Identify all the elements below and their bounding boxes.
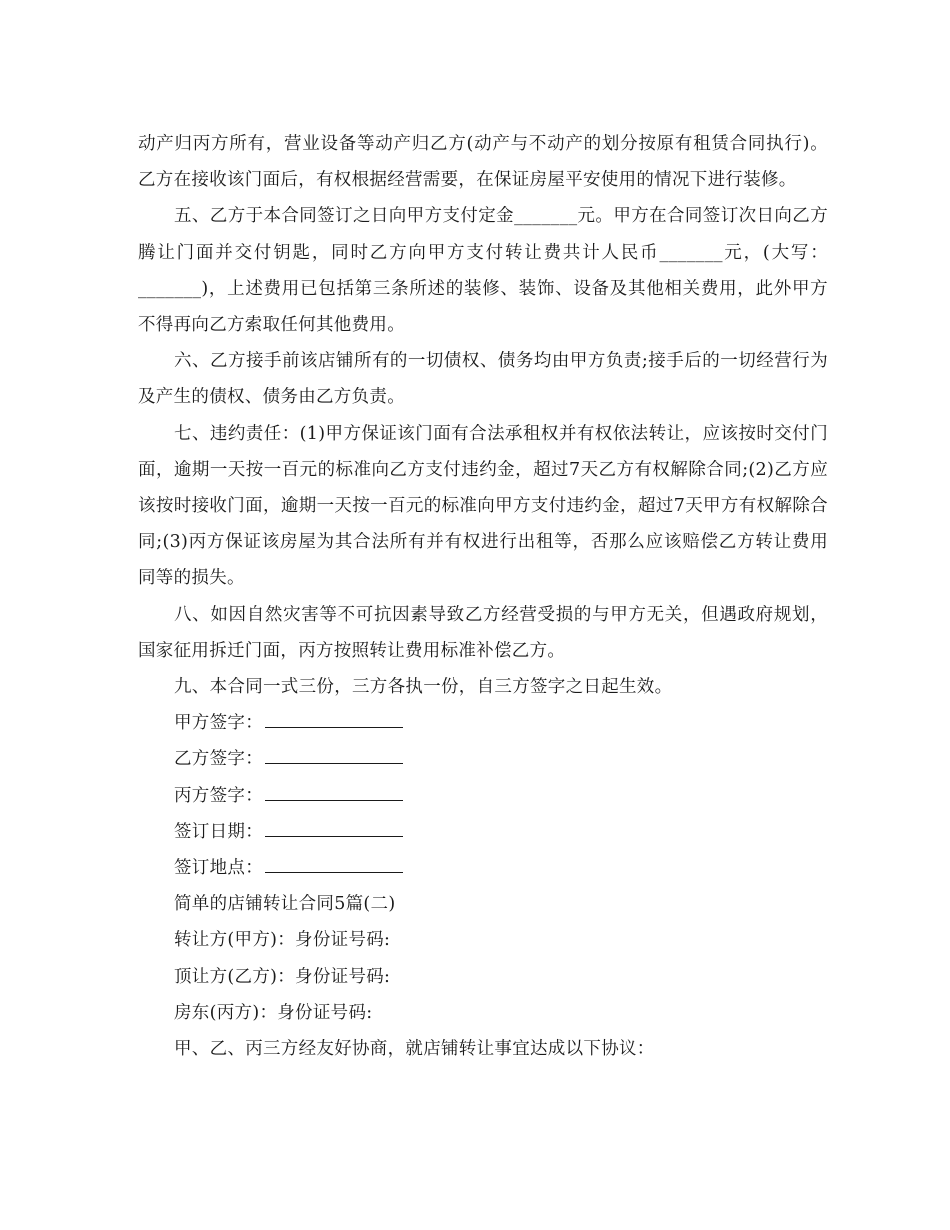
signature-blank: [265, 850, 403, 873]
signature-blank: [265, 741, 403, 764]
signature-label: 签订日期：: [174, 821, 263, 842]
paragraph-clause-7: 七、违约责任：(1)甲方保证该门面有合法承租权并有权依法转让，应该按时交付门面，逾期一天按一百元的标准向乙方支付违约金，超过7天乙方有权解除合同;(2)乙方应该按时接收门面，逾期一天按一百元的标准向甲方支付违约金，超过7天甲方有权解除合同;(3)丙方保证该房屋为其合法所有并有权进行出租等，否那么应该赔偿乙方转让费用同等的损失。: [138, 423, 828, 589]
party-transferee-line: 顶让方(乙方)：身份证号码:: [174, 966, 391, 987]
signature-line-place: [138, 850, 828, 886]
paragraph-movable-property: 动产归丙方所有，营业设备等动产归乙方(动产与不动产的划分按原有租赁合同执行)。乙方在接收该门面后，有权根据经营需要，在保证房屋平安使用的情况下进行装修。: [138, 134, 828, 191]
signature-blank: [265, 705, 403, 728]
signature-blank: [265, 814, 403, 837]
party-transferor-line: 转让方(甲方)：身份证号码:: [174, 930, 391, 951]
signature-label: 签订地点：: [174, 858, 263, 879]
signature-label: 丙方签字：: [174, 785, 263, 806]
section-title-second-contract: 简单的店铺转让合同5篇(二): [174, 894, 396, 915]
paragraph-clause-9: 九、本合同一式三份，三方各执一份，自三方签字之日起生效。: [174, 677, 673, 698]
paragraph-clause-5: 五、乙方于本合同签订之日向甲方支付定金_______元。甲方在合同签订次日向乙方腾让门面并交付钥匙，同时乙方向甲方支付转让费共计人民币_______元，(大写：_______)，上述费用已包括第三条所述的装修、装饰、设备及其他相关费用，此外甲方不得再向乙方索取任何其他费用。: [138, 206, 828, 336]
signature-blank: [265, 778, 403, 801]
agreement-intro-line: 甲、乙、丙三方经友好协商，就店铺转让事宜达成以下协议：: [174, 1039, 655, 1060]
document-body: [138, 126, 828, 1067]
signature-line-party-b: [138, 741, 828, 777]
paragraph-clause-6: 六、乙方接手前该店铺所有的一切债权、债务均由甲方负责;接手后的一切经营行为及产生的债权、债务由乙方负责。: [138, 351, 828, 408]
signature-label: 甲方签字：: [174, 713, 263, 734]
signature-line-party-a: [138, 705, 828, 741]
signature-label: 乙方签字：: [174, 749, 263, 770]
signature-line-date: [138, 814, 828, 850]
party-landlord-line: 房东(丙方)：身份证号码:: [174, 1002, 373, 1023]
signature-line-party-c: [138, 778, 828, 814]
paragraph-clause-8: 八、如因自然灾害等不可抗因素导致乙方经营受损的与甲方无关，但遇政府规划，国家征用拆迁门面，丙方按照转让费用标准补偿乙方。: [138, 604, 828, 661]
